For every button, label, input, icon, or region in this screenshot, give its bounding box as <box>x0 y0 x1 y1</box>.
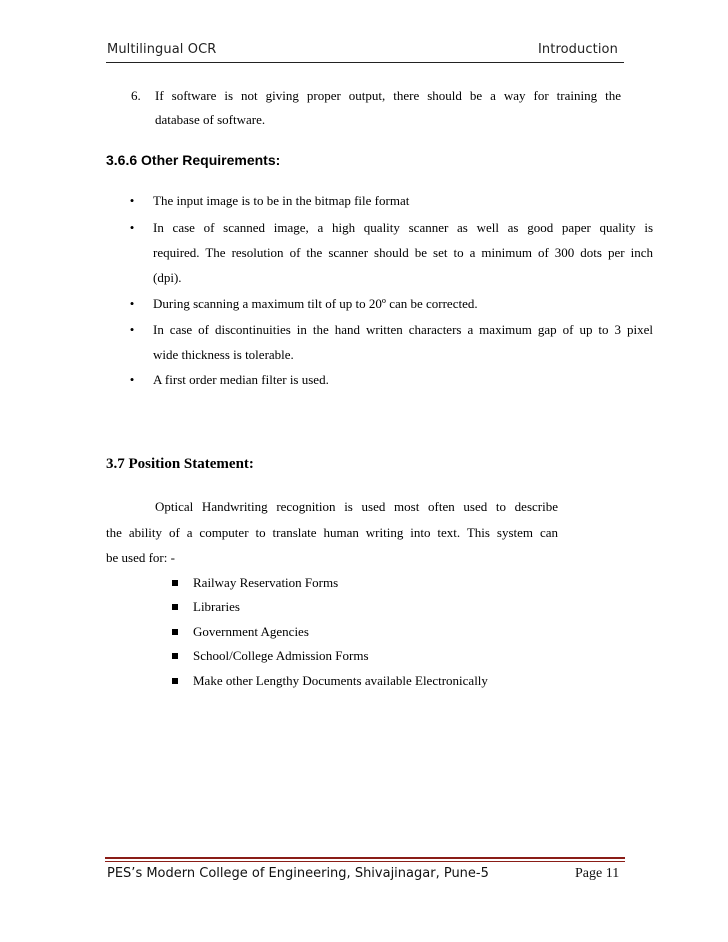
square-bullet-icon <box>172 604 178 610</box>
bullet-text: In case of scanned image, a high quality scanner as well as good paper quality is <box>153 220 653 235</box>
list-item: Railway Reservation Forms <box>193 575 339 590</box>
list-item: School/College Admission Forms <box>193 648 369 663</box>
footer-rule <box>105 861 625 862</box>
bullet-icon: • <box>129 220 135 235</box>
bullet-text: required. The resolution of the scanner should be set to a minimum of 300 dots per inch <box>153 245 653 260</box>
header-rule <box>106 62 624 63</box>
header-document-title: Multilingual OCR <box>107 42 217 57</box>
bullet-icon: • <box>129 193 135 208</box>
bullet-text: A first order median filter is used. <box>153 372 329 387</box>
page-number: Page 11 <box>575 866 620 881</box>
square-bullet-icon <box>172 580 178 586</box>
bullet-text: In case of discontinuities in the hand written characters a maximum gap of up to 3 pixel <box>153 322 653 337</box>
bullet-icon: • <box>129 296 135 311</box>
header-chapter-title: Introduction <box>538 42 618 57</box>
square-bullet-icon <box>172 629 178 635</box>
footer-institution: PES’s Modern College of Engineering, Shivajinagar, Pune-5 <box>107 866 489 881</box>
square-bullet-icon <box>172 678 178 684</box>
list-item: Make other Lengthy Documents available Electronically <box>193 673 488 688</box>
square-bullet-icon <box>172 653 178 659</box>
bullet-text: The input image is to be in the bitmap file format <box>153 193 410 208</box>
bullet-icon: • <box>129 372 135 387</box>
numbered-item-line: database of software. <box>155 112 266 127</box>
bullet-icon: • <box>129 322 135 337</box>
paragraph-line: be used for: - <box>106 550 175 565</box>
list-number: 6. <box>131 88 141 103</box>
numbered-item-line: If software is not giving proper output, there should be a way for training the <box>155 88 621 103</box>
bullet-text: (dpi). <box>153 270 182 285</box>
footer-rule <box>105 857 625 859</box>
paragraph-line: Optical Handwriting recognition is used most often used to describe <box>155 499 558 514</box>
list-item: Libraries <box>193 599 240 614</box>
bullet-text: During scanning a maximum tilt of up to 20º can be corrected. <box>153 296 478 311</box>
section-heading: 3.7 Position Statement: <box>106 456 254 472</box>
list-item: Government Agencies <box>193 624 309 639</box>
section-heading: 3.6.6 Other Requirements: <box>106 152 281 168</box>
paragraph-line: the ability of a computer to translate human writing into text. This system can <box>106 525 558 540</box>
bullet-text: wide thickness is tolerable. <box>153 347 294 362</box>
